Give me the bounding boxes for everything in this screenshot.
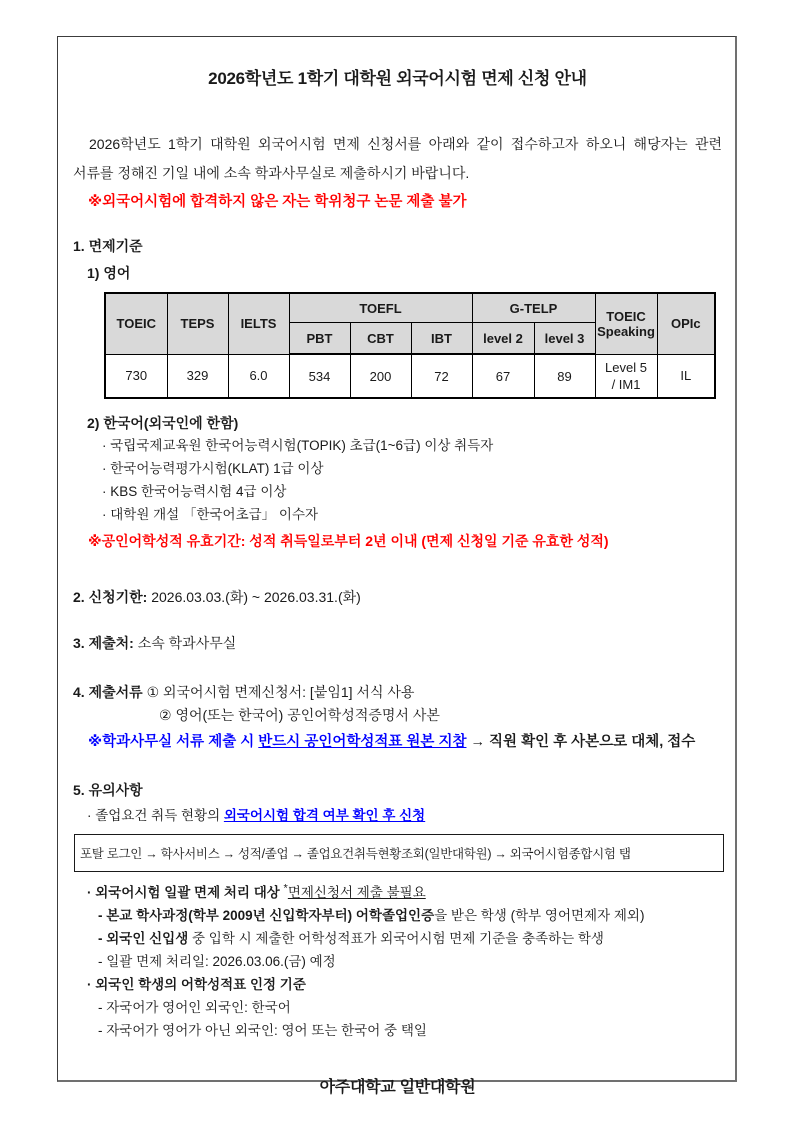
batch-exemption-bold: · 외국어시험 일괄 면제 처리 대상: [87, 885, 284, 900]
required-document-1: ① 외국어시험 면제신청서: [붙임1] 서식 사용: [146, 684, 415, 700]
header-cell-cbt: CBT: [350, 323, 411, 355]
header-cell-ielts: IELTS: [228, 293, 289, 354]
required-document-2: ② 영어(또는 한국어) 공인어학성적증명서 사본: [159, 707, 440, 723]
header-cell-gtelp: G-TELP: [472, 293, 595, 323]
english-subheading: 1) 영어: [87, 265, 131, 281]
header-cell-teps: TEPS: [167, 293, 228, 354]
table-header-row-1: [105, 293, 715, 323]
score-validity-note: ※공인어학성적 유효기간: 성적 취득일로부터 2년 이내 (면제 신청일 기준 유효한 성적): [88, 533, 609, 549]
value-cell-toeic-speaking: Level 5 / IM1: [595, 354, 657, 398]
foreign-sub-item-1: - 자국어가 영어인 외국인: 한국어: [98, 1000, 291, 1015]
submission-office-value: 소속 학과사무실: [137, 635, 237, 651]
value-cell-pbt: 534: [289, 354, 350, 398]
notice-document: [57, 36, 737, 1096]
note-black-suffix: → 직원 확인 후 사본으로 대체, 접수: [466, 734, 696, 750]
section1-heading: 1. 면제기준: [73, 238, 143, 254]
korean-item-topik: · 국립국제교육원 한국어능력시험(TOPIK) 초급(1~6급) 이상 취득자: [102, 438, 494, 453]
footnote-star: *: [283, 882, 288, 895]
submission-office-line: [73, 632, 722, 654]
korean-subheading: 2) 한국어(외국인에 한함): [87, 415, 239, 431]
intro-paragraph: 2026학년도 1학기 대학원 외국어시험 면제 신청서를 아래와 같이 접수하고자 하오니 해당자는 관련 서류를 정해진 기일 내에 소속 학과사무실로 제출하시기 바랍니다.: [73, 136, 722, 181]
value-cell-level3: 89: [534, 354, 595, 398]
value-cell-teps: 329: [167, 354, 228, 398]
table-data-row: [105, 354, 715, 398]
submission-office-label: 3. 제출처:: [73, 635, 134, 651]
value-cell-level2: 67: [472, 354, 534, 398]
header-cell-level3: level 3: [534, 323, 595, 355]
application-period-line: [73, 586, 722, 608]
korean-item-course: · 대학원 개설 「한국어초급」 이수자: [102, 507, 319, 522]
korean-item-kbs: · KBS 한국어능력시험 4급 이상: [102, 484, 287, 499]
header-cell-toeic-speaking: TOEIC Speaking: [595, 293, 657, 354]
note-blue-prefix: ※학과사무실 서류 제출 시: [88, 734, 259, 750]
thesis-warning-note: ※외국어시험에 합격하지 않은 자는 학위청구 논문 제출 불가: [88, 194, 467, 210]
header-cell-pbt: PBT: [289, 323, 350, 355]
value-cell-cbt: 200: [350, 354, 411, 398]
korean-item-klat: · 한국어능력평가시험(KLAT) 1급 이상: [102, 461, 324, 476]
portal-path-box: 포탈 로그인 → 학사서비스 → 성적/졸업 → 졸업요건취득현황조회(일반대학원) → 외국어시험종합시험 탭: [74, 834, 724, 872]
value-cell-opic: IL: [657, 354, 715, 398]
required-documents-label: 4. 제출서류: [73, 684, 143, 700]
note-blue-underlined: 반드시 공인어학성적표 원본 지참: [258, 734, 467, 750]
required-documents-line: [73, 681, 722, 703]
header-cell-opic: OPIc: [657, 293, 715, 354]
english-score-table: [104, 292, 716, 399]
value-cell-ibt: 72: [411, 354, 472, 398]
check-result-bullet: [73, 804, 722, 827]
check-result-link: 외국어시험 합격 여부 확인 후 신청: [223, 808, 426, 823]
section5-heading: 5. 유의사항: [73, 782, 143, 798]
header-cell-level2: level 2: [472, 323, 534, 355]
check-result-prefix: · 졸업요건 취득 현황의: [87, 808, 224, 823]
header-cell-ibt: IBT: [411, 323, 472, 355]
batch-sub-item-1: - 본교 학사과정(학부 2009년 신입학자부터) 어학졸업인증을 받은 학생 (학부 영어면제자 제외): [98, 908, 645, 923]
page-title: 2026학년도 1학기 대학원 외국어시험 면제 신청 안내: [208, 69, 587, 88]
batch-sub-item-3: - 일괄 면제 처리일: 2026.03.06.(금) 예정: [98, 954, 336, 969]
batch-exemption-bullet: [73, 881, 722, 904]
header-cell-toefl: TOEFL: [289, 293, 472, 323]
batch-sub-item-2: - 외국인 신입생 중 입학 시 제출한 어학성적표가 외국어시험 면제 기준을 충족하는 학생: [98, 931, 604, 946]
foreign-sub-item-2: - 자국어가 영어가 아닌 외국인: 영어 또는 한국어 중 택일: [98, 1023, 427, 1038]
original-transcript-note: [73, 730, 722, 754]
value-cell-ielts: 6.0: [228, 354, 289, 398]
foreign-student-bullet: · 외국인 학생의 어학성적표 인정 기준: [87, 977, 306, 992]
application-period-label: 2. 신청기한:: [73, 589, 148, 605]
issuing-org: 아주대학교 일반대학원: [319, 1079, 476, 1096]
header-cell-toeic: TOEIC: [105, 293, 167, 354]
batch-exemption-underlined: 면제신청서 제출 불필요: [287, 885, 426, 900]
value-cell-toeic: 730: [105, 354, 167, 398]
application-period-value: 2026.03.03.(화) ~ 2026.03.31.(화): [151, 589, 361, 605]
